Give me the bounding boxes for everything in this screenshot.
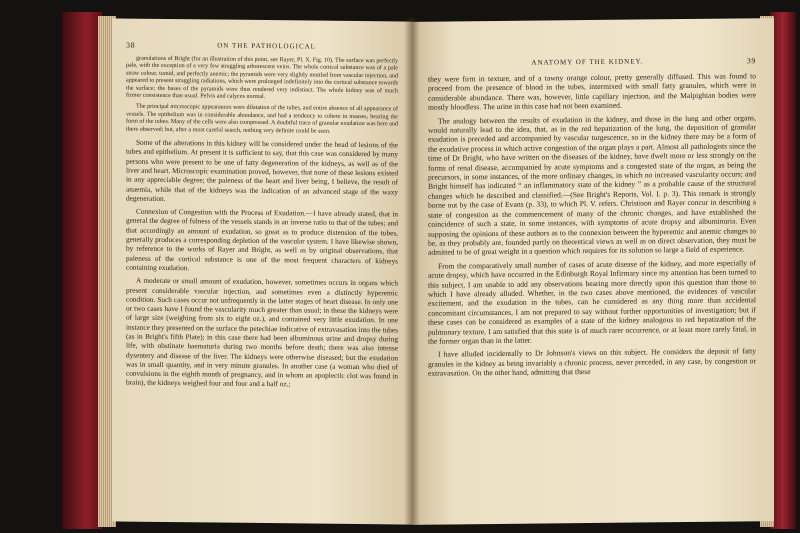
left-page-number: 38 [126, 40, 136, 50]
left-page [112, 18, 412, 524]
book-gutter [404, 18, 420, 525]
body-paragraph: Some of the alterations in this kidney will be considered under the head of lesions of the tubes and epithelium. At present it is sufficient to say, that this case was considered by many persons who were present to be one of fatty degeneration of the kidneys, as well as of the liver and heart. Microscopic examination proved, however, that none of these lesions existed in any appreciable degree; the paleness of the heart and liver being, I believe, the result of anaemia, while that of the kidneys was the indication of an advanced stage of the waxy degeneration. [126, 137, 398, 203]
body-paragraph: Connexion of Congestion with the Process of Exudation.—I have already stated, that in general the degree of fulness of the vessels stands in an inverse ratio to that of the tubes; and that accordingly an amount of exudation, so great as to produce distension of the tubes, generally produces a corresponding depletion of the vascular system. I have likewise shown, by reference to the works of Rayer and Bright, as well as by original observations, that paleness of the cortical substance is one of the most frequent characters of kidneys containing exudation. [126, 206, 398, 273]
left-page-header [126, 41, 398, 53]
microscopic-appearances: The principal microscopic appearances were dilatation of the tubes, and entire absence of all appearance of vessels. The epithelium was in considerable abundance, and had a tendency to cohere in masses, bearing the form of the tubes. Many of the cells were also compressed. A doubtful trace of granular exudation was here and there observed; but, after a most careful search, nothing very definite could be seen. [126, 104, 398, 135]
book-cover-left [62, 12, 102, 529]
case-description: granulations of Bright (for an illustration of this point, see Rayer, Pl. X. Fig. 10). The surface was perfectly pale, with the exception of a very few straggling arborescent veins. The whole cortical substance was of a pale straw colour, tumid, and perfectly anemic; the pyramids were very slightly mottled from vascular injection, and appeared to present straggling radiations, which were prolonged indefinitely into the cortical substance towards the surface; the bases of the pyramids were thus rendered very indistinct. The whole kidney was of much firmer consistence than usual. Pelvis and calyces normal. [126, 55, 398, 101]
right-page-number: 39 [746, 56, 756, 66]
body-paragraph: I have alluded incidentally to Dr Johnson's views on this subject. He considers the deposit of fatty granules in the kidney as being invariably a chronic process, never preceded, in any case, by congestion or extravasation. On the other hand, admitting that these [428, 346, 756, 378]
left-running-head: ON THE PATHOLOGICAL [217, 41, 316, 51]
body-paragraph: From the comparatively small number of cases of acute disease of the kidney, and more especially of acute dropsy, which have occurred in the Edinburgh Royal Infirmary since my attention has been turned to this subject, I am unable to add any observations bearing more directly upon this question than those to which I have already alluded. Whether, in the two cases above mentioned, the evidences of vascular excitement, and the exudation in the tubes, can be considered as any thing more than accidental concomitant circumstances, I am not prepared to say without further opportunities of investigation; but if these cases can be considered as examples of a state of the kidney analogous to red hepatization of the pulmonary texture, I am satisfied that this state is of much rarer occurrence, or at least more rarely fatal, in the former organ than in the latter. [428, 258, 756, 346]
body-paragraph: A moderate or small amount of exudation, however, sometimes occurs in organs which present considerable vascular injection, and sometimes even a distinctly hyperemic condition. Such cases occur not unfrequently in the latter stages of heart disease. In only one or two cases have I found the vascularity much greater than usual; in these the kidneys were of large size (weighing from six to eight oz.), and contained very little exudation. In one instance they presented on the surface the petechiae indicative of extravasation into the tubes (as in Bright's fifth Plate); in this case there had been albuminous urine and dropsy during life, with obstinate haematuria during two months before death; there was also intense dysentery and disease of the liver. The kidneys were otherwise diseased; but the exudation was in small quantity, and in very minute granules. In another case (a woman who died of convulsions in the eighth month of pregnancy, and in whom an apoplectic clot was found in brain), the kidneys weighed four and four and a half oz.; [126, 275, 398, 389]
body-paragraph: The analogy between the results of exudation in the kidney, and those in the lung and other organs, would naturally lead to the idea, that, as in the red hepatization of the lung, the deposition of granular exudation is preceded and accompanied by vascular turgescence, so in the kidney there may be a form of the exudative process in which active congestion of the organ plays a part. Almost all pathologists since the time of Dr Bright, who have written on the diseases of the kidney, have dwelt more or less strongly on the forms of renal disease, accompanied by acute symptoms and a congested state of the organ, as being the precursors, in some instances, of the more ordinary changes, in which no increased vascularity occurs; and Bright himself has indicated “ an inflammatory state of the kidney ” as a probable cause of the structural changes which he described and classified.—(See Bright's Reports, Vol. I. p. 3). This remark is strongly borne out by the case of Evans (p. 33), to which Pl. V. refers. Christison and Rayer concur in describing a state of congestion as the commencement of many of the chronic changes, and have established the coincidence of such a state, in some instances, with symptoms of acute dropsy and albuminuria. Even supposing the opinions of these authors as to the connexion between the hyperemic and anemic changes to be, as they probably are, founded partly on theoretical views as well as on direct observation, they must be admitted to be of great weight in a question which requires for its solution so large a field of experience. [428, 112, 756, 258]
right-page-header [428, 56, 756, 68]
body-paragraph: they were firm in texture, and of a tawny orange colour, pretty generally diffused. This was found to proceed from the presence of blood in the tubes, intermixed with small fatty granules, which were in considerable abundance. There was, however, little capillary injection, and the Malpighian bodies were mostly bloodless. The urine in this case had not been examined. [428, 71, 756, 112]
right-running-head: ANATOMY OF THE KIDNEY. [531, 57, 644, 67]
right-page [412, 18, 774, 525]
